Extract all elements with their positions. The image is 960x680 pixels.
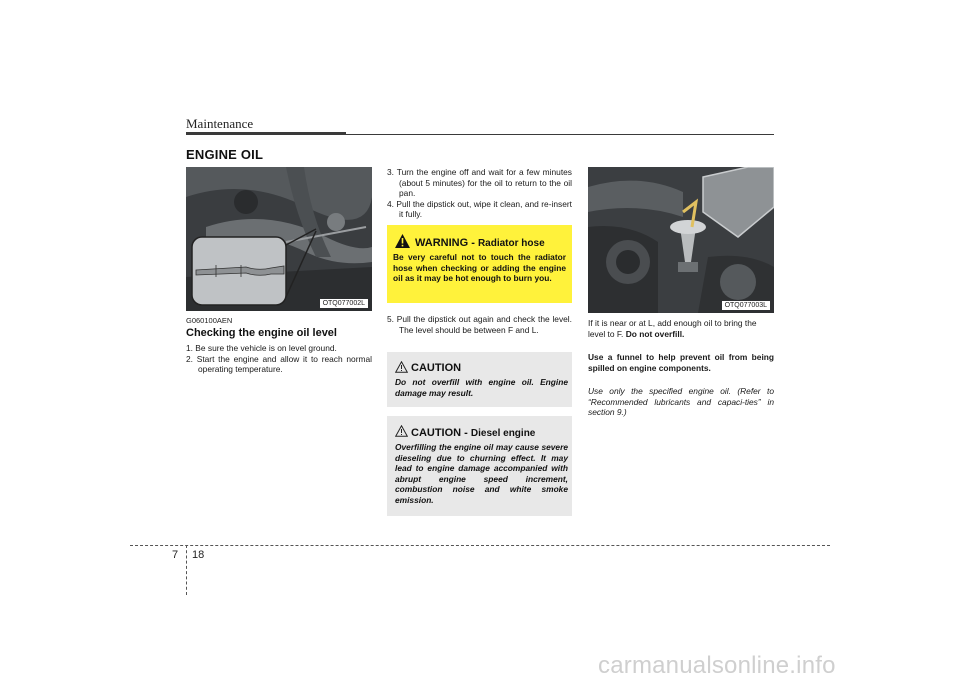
add-oil-paragraph [588,318,774,339]
caution-heading: CAUTION [411,362,462,374]
oil-funnel-photo [588,167,774,313]
warning-heading [415,237,545,249]
caution-icon [395,361,408,373]
warning-label: WARNING - [415,237,478,249]
step-1: 1. Be sure the vehicle is on level ground. [186,343,337,353]
subheading: Checking the engine oil level [186,327,337,339]
specified-oil-paragraph: Use only the specified engine oil. (Refer to “Recommended lubricants and capaci-ties” in section 9.) [588,386,774,417]
watermark-text: carmanualsonline.info [598,652,836,679]
photo-code: OTQ077002L [320,299,368,308]
step-5: 5. Pull the dipstick out again and check the level. The level should be between F and L. [387,314,572,335]
header-rule [346,134,774,135]
caution-diesel-text: Overfilling the engine oil may cause severe dieseling due to churning effect. It may lead to engine damage accompanied with abrupt engine speed increment, combustion noise and white smoke emission. [395,442,568,505]
step-2: 2. Start the engine and allow it to reach normal operating temperature. [186,353,372,374]
warning-icon [395,234,410,248]
warning-topic: Radiator hose [477,238,545,249]
warning-box [387,225,572,303]
step-3: 3. Turn the engine off and wait for a few minutes (about 5 minutes) for the oil to return to the oil pan. [387,167,572,198]
warning-text: Be very careful not to touch the radiator hose when checking or adding the engine oil as it may be hot enough to burn you. [393,252,566,283]
steps-list-1 [186,343,372,375]
steps-list-2 [387,167,572,220]
section-title: ENGINE OIL [186,147,264,162]
caution-diesel-label: CAUTION - [411,427,471,439]
doc-code: G060100AEN [186,316,233,325]
caution-text: Do not overfill with engine oil. Engine damage may result. [395,377,568,398]
photo-code: OTQ077003L [722,301,770,310]
footer-rule [130,545,830,546]
step-4: 4. Pull the dipstick out, wipe it clean, and re-insert it fully. [387,198,572,219]
funnel-paragraph: Use a funnel to help prevent oil from being spilled on engine components. [588,352,774,373]
engine-dipstick-photo [186,167,372,311]
do-not-overfill-text: Do not overfill. [625,328,685,339]
header-section-title: Maintenance [186,116,254,131]
chapter-number: 7 [172,549,179,561]
page-number: 18 [192,549,205,561]
caution-diesel-heading [411,427,535,439]
steps-list-3 [387,314,572,335]
footer-divider [186,545,187,595]
caution-box [387,352,572,407]
add-oil-text: If it is near or at L, add enough oil to bring the level to F. [588,318,757,339]
header-bar [186,132,346,135]
caution-icon [395,425,408,437]
caution-diesel-topic: Diesel engine [470,428,536,439]
caution-diesel-box [387,416,572,516]
